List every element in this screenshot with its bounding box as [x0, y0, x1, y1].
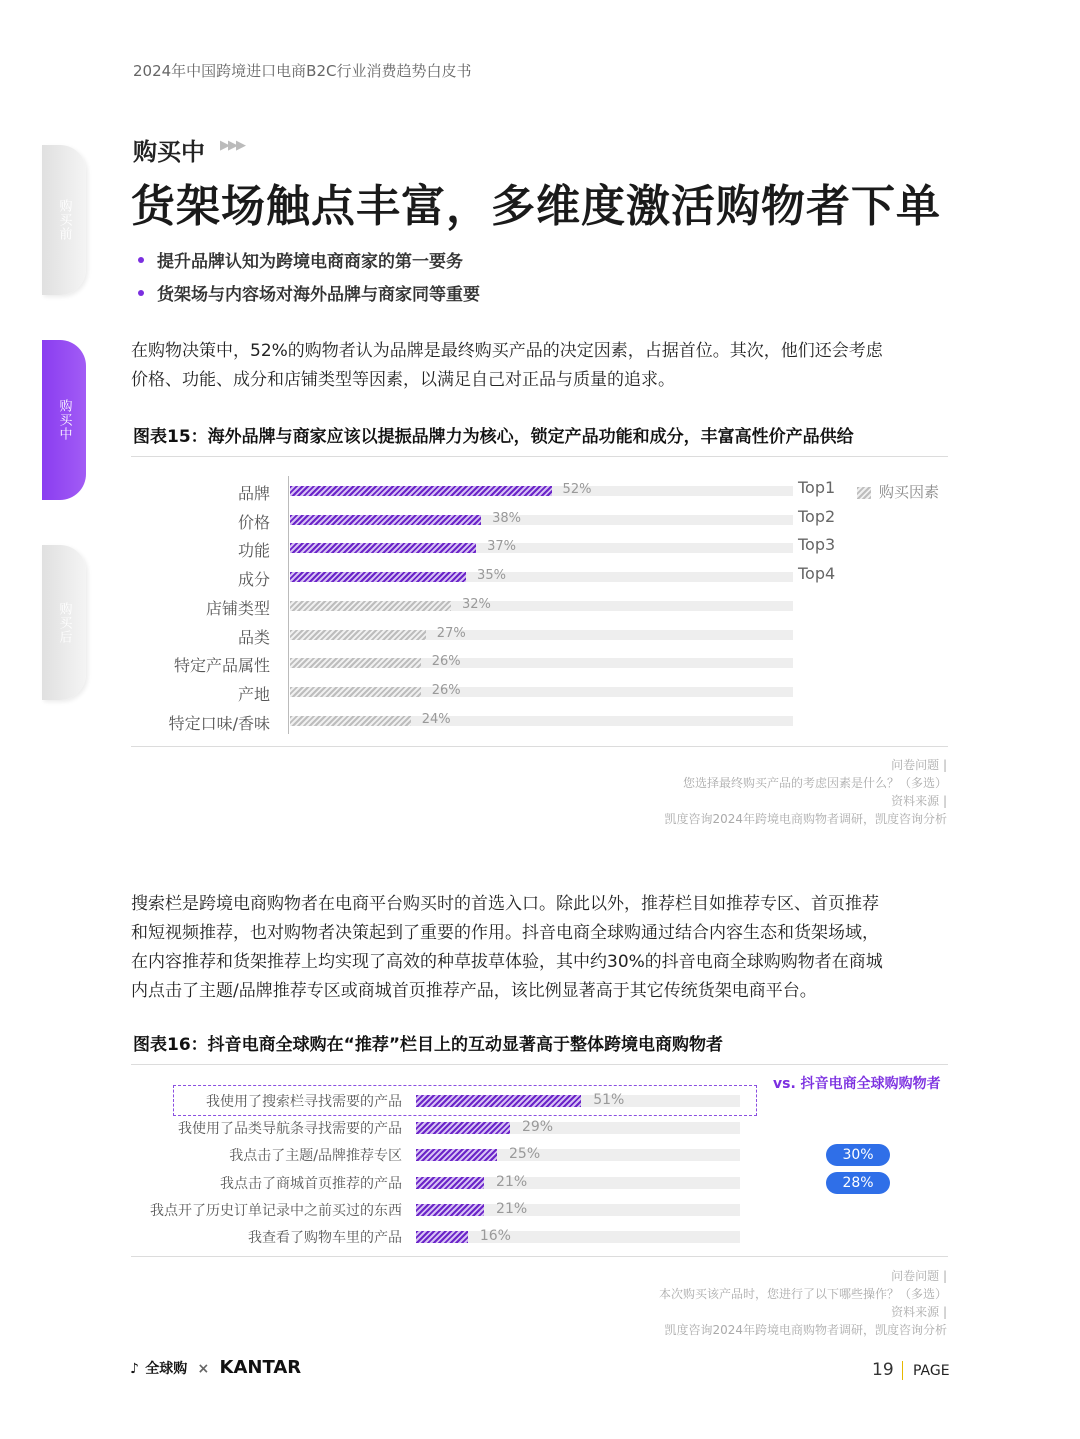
chart16-bar-track	[416, 1092, 740, 1108]
chart15-bar	[290, 716, 411, 726]
chart16-value-label: 29%	[521, 1119, 554, 1136]
bullet-text: 货架场与内容场对海外品牌与商家同等重要	[157, 285, 480, 305]
page-separator	[902, 1361, 903, 1380]
chart16-row	[130, 1091, 750, 1111]
chart15-value-label: 32%	[461, 596, 491, 612]
chart16-bottom-divider	[131, 1256, 948, 1257]
bullet-item	[138, 280, 480, 305]
chart15-row	[130, 506, 950, 532]
chart15-bar-track	[290, 625, 793, 641]
chart16-category-label: 我使用了品类导航条寻找需要的产品	[178, 1121, 402, 1138]
chart16-top-divider	[131, 1064, 948, 1065]
chart15-row	[130, 682, 950, 702]
chart15-title: 图表15：海外品牌与商家应该以提振品牌力为核心，锁定产品功能和成分，丰富高性价产品供给	[133, 427, 854, 447]
chart15-value-label: 37%	[487, 539, 517, 555]
chart15-value-label: 52%	[562, 482, 592, 497]
footer-logo-left: 全球购	[145, 1361, 188, 1377]
chart15-bar	[290, 515, 481, 525]
chart15-legend-label: 购买因素	[879, 483, 940, 501]
chart16-title: 图表16：抖音电商全球购在“推荐”栏目上的互动显著高于整体跨境电商购物者	[133, 1035, 724, 1055]
tiktok-note-icon: ♪	[130, 1361, 139, 1377]
comparison-pill: 30%	[826, 1144, 890, 1166]
chart15-bar	[290, 658, 421, 668]
chart15-category-label: 品类	[237, 627, 270, 647]
chart16-bar	[416, 1231, 468, 1243]
chart16-notes: 问卷问题 | 本次购买该产品时，您进行了以下哪些操作？（多选） 资料来源 | 凯度咨询2024年跨境电商购物者调研，凯度咨询分析	[658, 1269, 947, 1337]
side-tab-after-purchase[interactable]	[42, 545, 86, 700]
chart16-value-label: 21%	[496, 1173, 528, 1190]
page-number: 19	[872, 1360, 894, 1380]
chart15-bar-track	[290, 482, 793, 497]
chart15-row	[130, 564, 950, 590]
chart15-top-divider	[131, 456, 948, 457]
chart15-category-label: 特定产品属性	[173, 656, 270, 676]
chart15-rank-label: Top2	[798, 506, 836, 526]
chart16-bar-track	[416, 1119, 740, 1136]
bullet-item	[138, 247, 463, 272]
bullet-text: 提升品牌认知为跨境电商商家的第一要务	[157, 252, 463, 272]
chart16-value-label: 16%	[479, 1228, 511, 1244]
chart15-row	[130, 653, 950, 676]
footer-cross: ×	[197, 1361, 210, 1377]
chart16-row	[130, 1145, 750, 1165]
chart16-bar	[416, 1095, 581, 1107]
chart15-category-label: 功能	[237, 541, 270, 561]
chart15-bar	[290, 486, 552, 496]
chart15-rank-label: Top3	[798, 535, 836, 555]
chart16-legend: vs. 抖音电商全球购购物者	[773, 1076, 941, 1092]
chart16-row	[130, 1173, 750, 1193]
chart16-bar	[416, 1122, 510, 1134]
side-tab-label: 购买前	[56, 199, 72, 241]
side-tab-before-purchase[interactable]	[42, 145, 86, 295]
chart16-row	[130, 1200, 750, 1220]
chart16-bar-track	[416, 1173, 740, 1190]
chart15-bar	[290, 601, 451, 611]
section-arrows-icon: ▶▶▶	[220, 138, 244, 153]
chart15-row	[130, 535, 950, 561]
chart15-value-label: 27%	[436, 625, 466, 641]
document-header-title: 2024年中国跨境进口电商B2C行业消费趋势白皮书	[133, 62, 472, 80]
chart16-bar-track	[416, 1146, 740, 1163]
chart16-category-label: 我点击了商城首页推荐的产品	[220, 1175, 402, 1192]
page-title: 货架场触点丰富，多维度激活购物者下单	[131, 181, 941, 232]
chart15-rank-label: Top1	[798, 478, 836, 497]
chart15-bar	[290, 572, 466, 582]
chart15-category-label: 成分	[237, 570, 270, 590]
chart15-row	[130, 625, 950, 645]
side-tab-label: 购买中	[56, 399, 72, 441]
bullet-dot-icon	[138, 290, 144, 296]
chart15-bar	[290, 687, 421, 697]
chart15-bar	[290, 630, 426, 640]
chart15-bar-track	[290, 654, 793, 670]
footer-logo	[130, 1357, 301, 1378]
footer-logo-right: KANTAR	[219, 1357, 302, 1378]
chart16-value-label: 25%	[509, 1146, 541, 1163]
chart16-category-label: 我点击了主题/品牌推荐专区	[229, 1148, 402, 1165]
chart15-bottom-divider	[131, 746, 948, 747]
chart15-row	[130, 478, 950, 503]
paragraph-1: 在购物决策中，52%的购物者认为品牌是最终购买产品的决定因素，占据首位。其次，他们还会考虑 价格、功能、成分和店铺类型等因素，以满足自己对正品与质量的追求。	[131, 341, 883, 390]
chart15-value-label: 26%	[431, 654, 461, 670]
side-tab-label: 购买后	[56, 601, 72, 644]
chart15-category-label: 产地	[237, 684, 270, 704]
chart15-bar-track	[290, 510, 793, 526]
chart15-notes: 问卷问题 | 您选择最终购买产品的考虑因素是什么？（多选） 资料来源 | 凯度咨询2024年跨境电商购物者调研，凯度咨询分析	[664, 758, 947, 826]
chart15-rank-label: Top4	[798, 564, 836, 584]
chart16-value-label: 51%	[593, 1092, 625, 1108]
chart15-bar-track	[290, 711, 793, 727]
chart15-bar	[290, 543, 476, 553]
chart15-row	[130, 711, 950, 731]
comparison-pill: 28%	[826, 1172, 890, 1194]
chart16-value-label: 21%	[496, 1200, 528, 1217]
chart15-category-label: 价格	[237, 512, 270, 532]
chart16-row	[130, 1227, 750, 1247]
chart15-category-label: 品牌	[237, 484, 270, 503]
chart15-bar-track	[290, 682, 793, 698]
chart15-value-label: 24%	[421, 711, 451, 727]
chart16-bar-track	[416, 1228, 740, 1244]
chart16-category-label: 我查看了购物车里的产品	[248, 1230, 402, 1246]
chart15-category-label: 特定口味/香味	[168, 713, 270, 733]
paragraph-2: 搜索栏是跨境电商购物者在电商平台购买时的首选入口。除此以外，推荐栏目如推荐专区、首页推荐 和短视频推荐，也对购物者决策起到了重要的作用。抖音电商全球购通过结合内容生态和货架场域， 在内容推荐和货架推荐上均实现了高效的种草拔草体验，其中约30%的抖音电商全球购购物者在商城 内点击了主题/品牌推荐专区或商城首页推荐产品，该比例显著高于其它传统货架电商平台。	[131, 894, 883, 1001]
chart16-bar	[416, 1177, 484, 1189]
chart15-value-label: 35%	[477, 568, 506, 584]
chart16-row	[130, 1118, 750, 1138]
chart15-bar-track	[290, 596, 793, 612]
chart15-row	[130, 596, 950, 616]
chart15-bar-track	[290, 568, 793, 584]
chart15-value-label: 26%	[431, 682, 461, 698]
chart16-bar-track	[416, 1200, 740, 1217]
bullet-dot-icon	[138, 257, 144, 263]
chart15-category-label: 店铺类型	[205, 598, 270, 618]
chart16-category-label: 我使用了搜索栏寻找需要的产品	[206, 1094, 402, 1110]
chart16-category-label: 我点开了历史订单记录中之前买过的东西	[150, 1202, 402, 1219]
page-word: PAGE	[913, 1363, 950, 1379]
chart16-bar	[416, 1149, 497, 1161]
legend-swatch-icon	[857, 487, 871, 499]
chart15-bar-track	[290, 539, 793, 555]
section-label: 购买中	[133, 138, 205, 166]
chart16-bar	[416, 1204, 484, 1216]
chart15-legend	[857, 481, 939, 502]
chart15-value-label: 38%	[492, 510, 522, 526]
side-tab-during-purchase[interactable]	[42, 340, 86, 500]
